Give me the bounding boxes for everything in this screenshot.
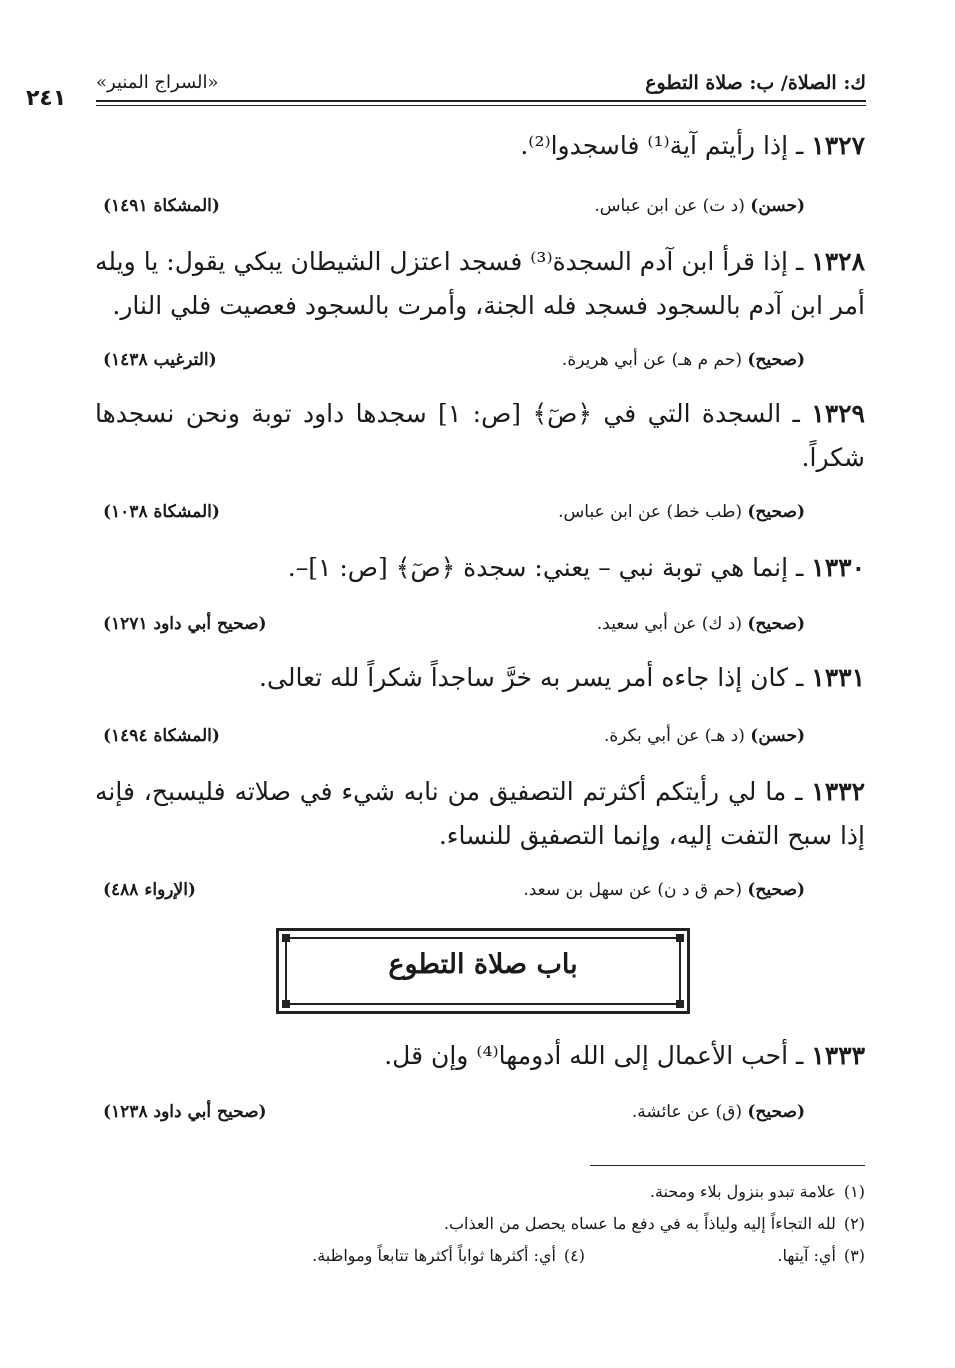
footnote-4: (٤)أي: أكثرها ثواباً أكثرها تتابعاً ومواظبة. — [312, 1246, 585, 1265]
footnote-1: (١)علامة تبدو بنزول بلاء ومحنة. — [649, 1182, 865, 1201]
hadith-1330 — [95, 546, 865, 590]
hadith-text: ـ كان إذا جاءه أمر يسر به خرَّ ساجداً شكراً لله تعالى. — [259, 663, 812, 692]
source: (طب خط) عن ابن عباس. — [558, 502, 742, 522]
hadith-text: ـ ما لي رأيتكم أكثرتم التصفيق من نابه شيء في صلاته فليسبح، فإنه إذا سبح التفت إليه، وإنما التصفيق للنساء. — [95, 777, 865, 850]
chapter-title: باب صلاة التطوع — [388, 949, 578, 980]
hadith-1332 — [95, 770, 865, 858]
source: (حم م هـ) عن أبي هريرة. — [561, 350, 742, 370]
hadith-1327 — [95, 124, 865, 168]
hadith-number: ١٣٢٧ — [811, 131, 865, 160]
hadith-text: ـ السجدة التي في ﴿صٓ﴾ [ص: ١] سجدها داود توبة ونحن نسجدها شكراً. — [95, 399, 865, 472]
hadith-1328 — [95, 240, 865, 328]
grade-line-1332 — [95, 880, 865, 906]
hadith-text: ـ أحب الأعمال إلى الله أدومها⁽⁴⁾ وإن قل. — [384, 1041, 812, 1070]
source: (حم ق د ن) عن سهل بن سعد. — [523, 880, 742, 900]
source: (د ك) عن أبي سعيد. — [596, 614, 742, 634]
corner-ornament — [282, 1000, 290, 1008]
grade: (صحيح) — [747, 880, 805, 900]
grade-line-1330 — [95, 614, 865, 640]
header-rule-thin — [96, 105, 866, 106]
grade: (حسن) — [750, 196, 805, 216]
grade-line-1331 — [95, 726, 865, 752]
hadith-number: ١٣٢٨ — [811, 247, 866, 276]
running-header — [96, 62, 866, 98]
reference: (الإرواء ٤٨٨) — [103, 880, 196, 900]
hadith-number: ١٣٣٠ — [811, 553, 865, 582]
footnote-rule — [590, 1165, 865, 1166]
header-book-title: «السراج المنير» — [96, 72, 219, 93]
grade-line-1333 — [95, 1102, 865, 1128]
hadith-text: ـ إذا قرأ ابن آدم السجدة⁽³⁾ فسجد اعتزل الشيطان يبكي يقول: يا ويله أمر ابن آدم بالسجود فسجد فله الجنة، وأمرت بالسجود فعصيت فلي النار. — [95, 247, 865, 320]
page-number: ٢٤١ — [26, 86, 67, 111]
corner-ornament — [282, 934, 290, 942]
hadith-1329 — [95, 392, 865, 480]
chapter-heading-box — [276, 928, 690, 1014]
reference: (الترغيب ١٤٣٨) — [103, 350, 217, 370]
hadith-1333 — [95, 1034, 865, 1078]
reference: (المشكاة ١٤٩١) — [103, 196, 220, 216]
grade-line-1328 — [95, 350, 865, 376]
grade-line-1327 — [95, 196, 865, 222]
source: (د هـ) عن أبي بكرة. — [603, 726, 745, 746]
grade-line-1329 — [95, 502, 865, 528]
grade: (صحيح) — [747, 614, 805, 634]
reference: (المشكاة ١٠٣٨) — [103, 502, 220, 522]
corner-ornament — [676, 934, 684, 942]
reference: (صحيح أبي داود ١٢٧١) — [103, 614, 267, 634]
header-rule — [96, 100, 866, 102]
corner-ornament — [676, 1000, 684, 1008]
hadith-text: ـ إنما هي توبة نبي – يعني: سجدة ﴿صٓ﴾ [ص: ١]–. — [287, 553, 812, 582]
source: (ق) عن عائشة. — [631, 1102, 742, 1122]
grade: (حسن) — [750, 726, 805, 746]
grade: (صحيح) — [747, 502, 805, 522]
hadith-1331 — [95, 656, 865, 700]
hadith-number: ١٣٣٣ — [811, 1041, 865, 1070]
hadith-number: ١٣٣٢ — [811, 777, 865, 806]
hadith-text: ـ إذا رأيتم آية⁽¹⁾ فاسجدوا⁽²⁾. — [520, 131, 812, 160]
header-chapter: ك: الصلاة/ ب: صلاة التطوع — [645, 72, 866, 94]
reference: (صحيح أبي داود ١٢٣٨) — [103, 1102, 267, 1122]
source: (د ت) عن ابن عباس. — [594, 196, 745, 216]
hadith-number: ١٣٣١ — [811, 663, 865, 692]
hadith-number: ١٣٢٩ — [811, 399, 865, 428]
reference: (المشكاة ١٤٩٤) — [103, 726, 220, 746]
grade: (صحيح) — [747, 350, 805, 370]
footnote-2: (٢)لله التجاءاً إليه ولياذاً به في دفع ما عساه يحصل من العذاب. — [443, 1214, 865, 1233]
footnote-3: (٣)أي: آيتها. — [777, 1246, 865, 1265]
grade: (صحيح) — [747, 1102, 805, 1122]
